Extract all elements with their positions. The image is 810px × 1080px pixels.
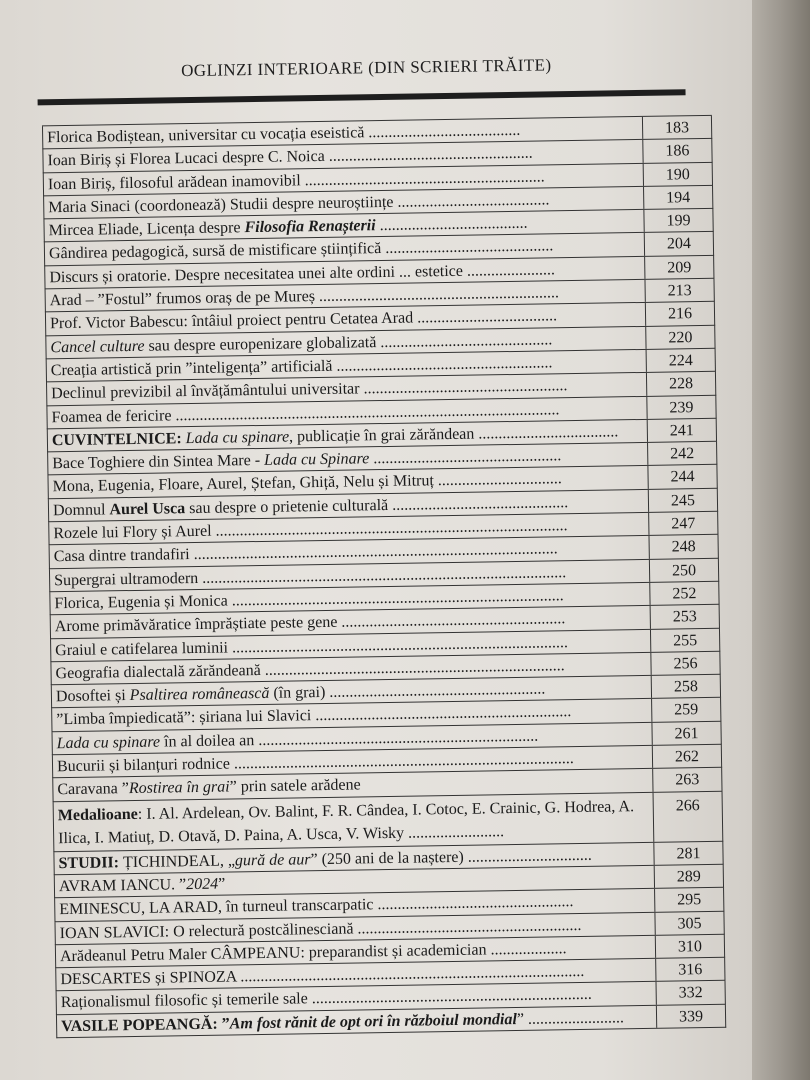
toc-entry-text: Graiul e catifelarea luminii .................................................................................... [55,633,569,659]
toc-page-number: 339 [678,1007,704,1026]
toc-entry-text: Mircea Eliade, Licența despre [48,219,245,240]
toc-page-number: 259 [674,701,699,719]
toc-entry-text: ”Limba împiedicată”: șiriana lui Slavici ................................................................ [56,703,572,729]
page-edge [752,0,810,1080]
toc-page-number: 183 [664,119,690,137]
toc-entry-text: (în grai) ...................................................... [269,680,546,702]
toc-page-number: 224 [668,352,693,370]
toc-entry-text: ” ........................ [516,1009,625,1028]
toc-entry-title [54,792,655,850]
toc-page-number: 190 [665,165,690,184]
toc-entry-text: ” prin satele arădene [229,776,361,796]
toc-page-number: 261 [674,724,699,743]
toc-entry-text: Arad – ”Fostul” frumos oraș de pe Mureș ............................................................ [49,284,560,310]
toc-entry-text: Rozele lui Flory și Aurel ........................................................................................ [53,517,568,543]
toc-entry-text: Bace Toghiere din Sintea Mare - [52,452,265,473]
toc-entry-text: Lada cu spinare [56,733,161,752]
toc-entry-text: Cancel culture [50,337,145,356]
toc-page-number: 204 [666,235,692,254]
toc-entry-text: Gândirea pedagogică, sursă de mistificare științifică .......................................... [48,237,554,263]
toc-entry-text: CUVINTELNICE: [51,429,186,450]
toc-entry-text: ” [218,875,226,893]
toc-page-number: 186 [665,142,690,160]
toc-entry-text: Casa dintre trandafiri ........................................................................................... [53,540,558,566]
toc-entry-text: Dosoftei și [55,687,130,706]
toc-page-number: 247 [671,515,696,533]
toc-entry-text: Aurel Usca [109,499,186,519]
toc-entry-text: IOAN SLAVICI: O relectură postcălinesciană ........................................................ [59,916,582,942]
toc-page-number: 281 [676,844,701,863]
toc-entry-text: Bucurii și bilanțuri rodnice ..................................................................................... [56,750,574,776]
toc-page-number: 250 [671,561,697,580]
toc-entry-text: Ioan Biriș, filosoful arădean inamovibil ............................................................ [47,168,545,193]
toc-page-number: 263 [675,771,700,789]
header-rule [38,89,686,105]
toc-entry-text: Lada cu spinare [185,428,290,447]
toc-entry-text: AVRAM IANCU. ” [58,876,187,896]
toc-page-number: 295 [677,891,702,909]
toc-entry-text: STUDII: [58,853,124,872]
toc-page-number: 253 [672,608,697,626]
toc-entry-text: Domnul [52,501,110,519]
toc-entry-text: Medalioane [57,805,138,824]
toc-page-number: 220 [668,328,693,347]
toc-entry-text: Arădeanul Petru Maler CÂMPEANU: preparandist și academician ................... [59,940,567,965]
toc-page-number: 241 [669,422,694,440]
toc-entry-text: : I. Al. Ardelean, Ov. Balint, F. R. Cândea, I. Cotoc, E. Crainic, G. Hodrea, A. Ilica, I. Matiuț, D. Otavă, D. Paina, A. Usca, V. Wisky ........................ [58,797,635,847]
toc-entry-text: Prof. Victor Babescu: întâiul proiect pentru Cetatea Arad ................................... [49,307,558,333]
toc-entry-text: Rostirea în grai [128,778,230,798]
toc-entry-text: ” (250 ani de la naștere) ............................... [310,846,592,868]
toc-page-number: 316 [678,961,703,979]
toc-page-number: 266 [675,796,700,815]
toc-page-number: 305 [677,914,702,932]
toc-entry-text: Raționalismul filosofic și temerile sale ...................................................................... [60,986,592,1012]
toc-page-number: 239 [669,398,694,417]
toc-entry-text: Creația artistică prin ”inteligența” artificială ...................................................... [50,354,553,380]
toc-page-number: 216 [667,305,693,323]
toc-entry-text: Discurs și oratorie. Despre necesitatea unei alte ordini ... estetice ...................... [49,261,556,287]
toc-entry-text: sau despre o prietenie culturală ............................................ [185,493,569,517]
toc-page-number: 332 [678,984,703,1002]
toc-page-number: 213 [667,282,692,300]
toc-entry-text: sau despre europenizare globalizată ........................................... [144,331,553,355]
toc-entry-text: ............................................... [369,447,562,468]
toc-entry-text: Am fost rănit de opt ori în războiul mondial [229,1010,518,1033]
toc-page-number: 228 [668,375,694,393]
toc-entry-text: Florica Bodiștean, universitar cu vocația eseistică ...................................... [47,121,521,147]
toc-page-number: 255 [673,631,698,650]
toc-entry-text: ..................................... [375,214,528,235]
toc-entry-text: Psaltirea românească [129,684,270,705]
toc-page-number: 209 [667,258,692,277]
toc-entry-text: VASILE POPEANGĂ: ” [60,1015,230,1035]
toc-entry-text: Ioan Biriș și Florea Lucaci despre C. Noica ................................................... [47,144,533,170]
running-header: OGLINZI INTERIOARE (DIN SCRIERI TRĂITE) [180,55,552,81]
toc-entry-text: , publicație în grai zărăndean ................................... [288,423,619,446]
toc-page-number: 242 [670,445,695,463]
toc-entry-text: Florica, Eugenia și Monica ................................................................................... [54,587,564,613]
toc-entry-text: în al doilea an ...................................................................... [159,727,539,751]
toc-page-number: 245 [670,491,696,510]
toc-page-number: 258 [673,678,699,696]
toc-entry-text: Declinul previzibil al învățământului universitar ................................................... [51,377,568,403]
toc-entry-text: Supergrai ultramodern ........................................................................................... [53,563,567,589]
toc-entry-text: EMINESCU, LA ARAD, în turneul transcarpatic ................................................. [59,893,574,919]
toc-page-number: 244 [670,468,695,486]
toc-entry-text: 2024 [186,875,219,894]
toc-entry-text: Filosofia Renașterii [244,217,376,237]
toc-entry-text: gură de aur [234,850,311,870]
toc-entry-text: Maria Sinaci (coordonează) Studii despre neuroștiințe ...................................... [48,191,550,217]
toc-page-number: 199 [666,212,691,230]
toc-page-number: 310 [677,937,703,956]
toc-page-number: 289 [676,868,701,886]
toc-entry-text: Caravana ” [57,780,130,799]
toc-entry-text: Foamea de fericire ................................................................................................ [51,400,560,426]
toc-entry-text: Lada cu Spinare [263,450,370,470]
toc-page-number: 256 [673,654,698,673]
toc-page-number: 252 [672,585,697,603]
toc-page-number: 194 [666,189,691,207]
toc-entry-text: ȚICHINDEAL, „ [122,852,236,871]
toc-entry-text: Mona, Eugenia, Floare, Aurel, Ștefan, Ghiță, Nelu și Mitruț ............................... [52,470,562,496]
toc-entry-text: DESCARTES și SPINOZA ...................................................................................... [60,963,585,989]
toc-page-number: 262 [674,748,700,766]
toc-page-number: 248 [671,538,696,556]
toc-entry-text: Arome primăvăratice împrăștiate peste gene ........................................................ [54,610,566,636]
toc-entry-text: Geografia dialectală zărăndeană ........................................................................... [55,657,565,683]
table-of-contents [42,115,726,1038]
